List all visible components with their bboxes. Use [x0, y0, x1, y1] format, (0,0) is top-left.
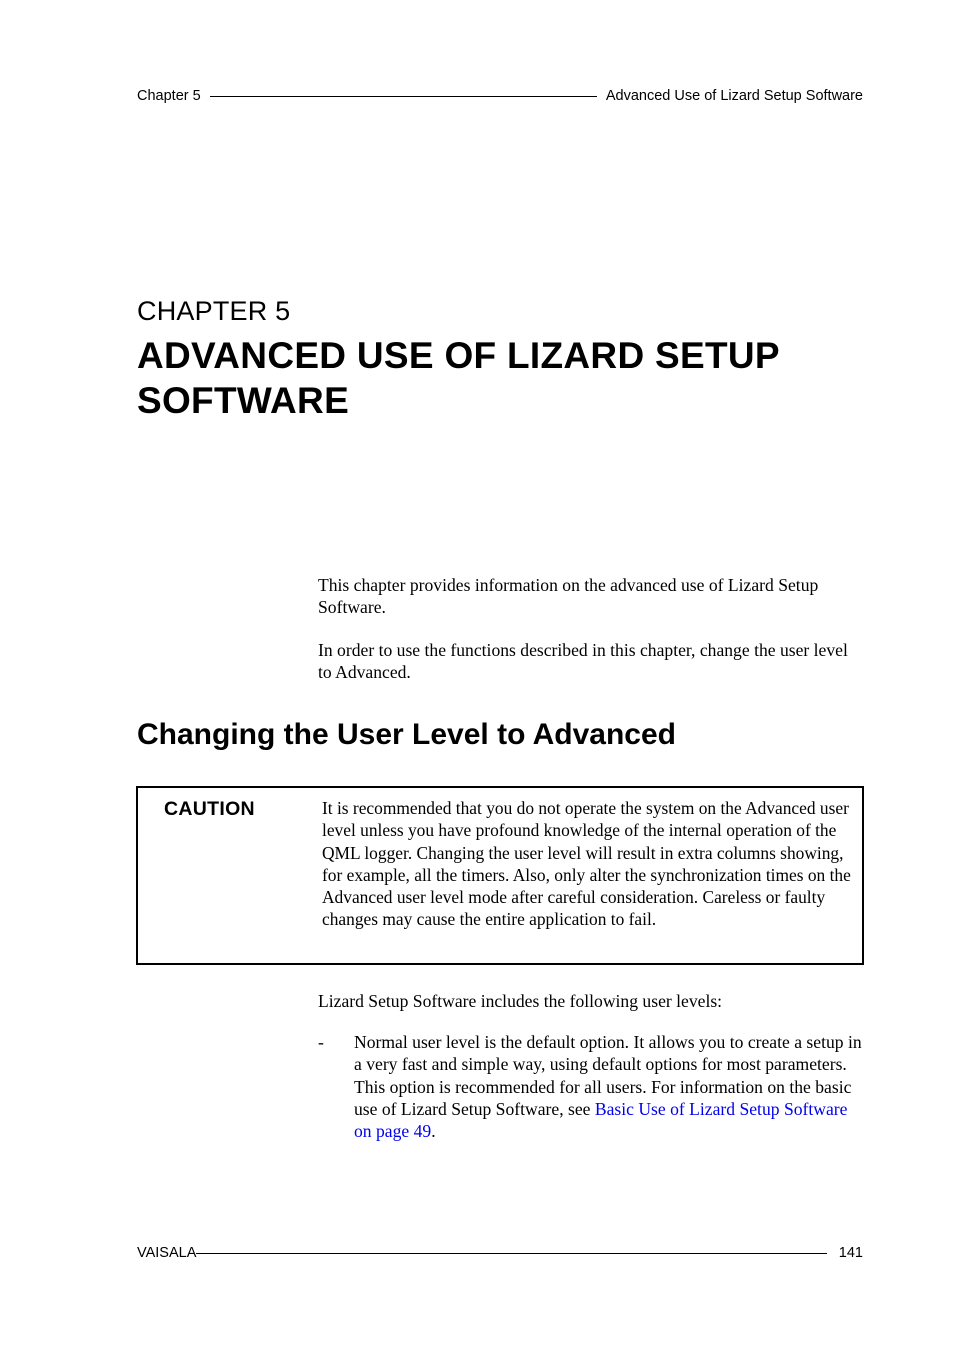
section-heading: Changing the User Level to Advanced — [137, 718, 676, 751]
footer-rule — [196, 1253, 826, 1254]
chapter-title: ADVANCED USE OF LIZARD SETUP SOFTWARE — [137, 335, 780, 421]
list-item-tail: . — [431, 1121, 436, 1142]
list-item-text — [354, 1031, 863, 1142]
running-header — [137, 86, 863, 106]
caution-text: It is recommended that you do not operate the system on the Advanced user level unless you have profound knowledge of the internal operation of the QML logger. Changing the user level will result in extra columns showing, for example, all the timers. Also, only alter the synchronization times on the Advanced user level mode after careful consideration. Careless or faulty changes may cause the entire application to fail. — [322, 798, 851, 930]
header-title: Advanced Use of Lizard Setup Software — [605, 88, 863, 104]
running-footer — [137, 1243, 863, 1263]
intro-paragraph-2: In order to use the functions described in this chapter, change the user level to Advanced. — [318, 640, 848, 683]
caution-label: CAUTION — [164, 798, 255, 820]
user-levels-intro: Lizard Setup Software includes the following user levels: — [318, 991, 723, 1011]
chapter-label: CHAPTER 5 — [137, 296, 291, 326]
footer-company: VAISALA — [137, 1245, 197, 1261]
list-bullet: - — [318, 1032, 324, 1052]
intro-paragraph-1: This chapter provides information on the advanced use of Lizard Setup Software. — [318, 575, 819, 618]
caution-box — [136, 786, 864, 965]
header-chapter: Chapter 5 — [137, 88, 201, 104]
page-number: 141 — [838, 1245, 863, 1261]
header-rule — [210, 96, 597, 97]
list-item-body: Normal user level is the default option. It allows you to create a setup in a very fast and simple way, using default options for most parameters. This option is recommended for all users. For information on the basic use of Lizard Setup Software, see — [354, 1032, 862, 1119]
basic-use-link[interactable]: Basic Use of Lizard Setup Software on page 49 — [354, 1098, 848, 1142]
